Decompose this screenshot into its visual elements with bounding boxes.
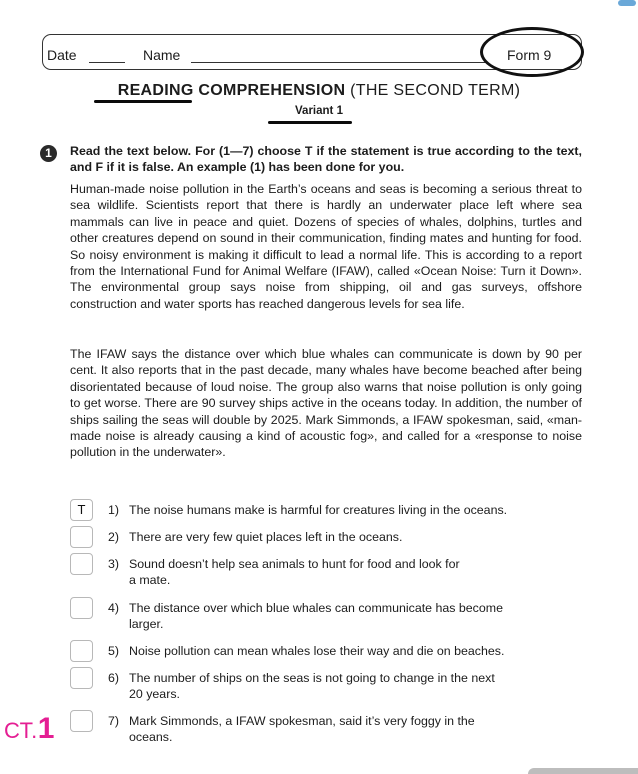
statement-6: 6) The number of ships on the seas is not going to change in the next 20 years.: [108, 671, 495, 701]
answer-box-6[interactable]: [70, 667, 93, 689]
statement-3: 3) Sound doesn’t help sea animals to hunt for food and look for a mate.: [108, 557, 460, 587]
name-field[interactable]: [191, 62, 487, 63]
reading-paragraph-2: The IFAW says the distance over which blue whales can communicate is down by 90 per cent. It also reports that in the past decade, many whales have become beached after being disorientated because of loud noise. The group also warns that noise pollution is only going to get worse. There are 90 survey ships active in the oceans today. In addition, the number of ships sailing the seas will double by 2025. Mark Simmonds, a IFAW spokesman, said, «man-made noise is already causing a kind of acoustic fog», and called for a «response to noise pollution in the underwater».: [70, 347, 582, 460]
task-instructions: Read the text below. For (1—7) choose T if the statement is true according to the text, and F if it is false. An example (1) has been done for you.: [70, 144, 582, 174]
statement-2: 2) There are very few quiet places left in the oceans.: [108, 530, 403, 544]
statement-1: 1) The noise humans make is harmful for creatures living in the oceans.: [108, 503, 508, 517]
form-label: Form 9: [507, 47, 552, 63]
page-number-mark: СТ.1: [4, 712, 55, 745]
date-label: Date: [47, 47, 77, 63]
answer-box-3[interactable]: [70, 553, 93, 575]
reading-paragraph-1: Human-made noise pollution in the Earth’s oceans and seas is becoming a serious threat to sea wildlife. Scientists report that there is hardly an underwater place left where sea mammals can live in peace and quiet. Dozens of species of whales, dolphins, turtles and other creatures depend on sound in their communication, finding mates and hunting for food. So noisy environment is making it difficult to lead a normal life. This is according to a report from the International Fund for Animal Welfare (IFAW), called «Ocean Noise: Turn it Down». The environmental group says noise from shipping, oil and gas surveys, offshore construction and water sports has reached dangerous levels for sea life.: [70, 182, 582, 311]
variant-label: Variant 1: [295, 105, 343, 117]
name-label: Name: [143, 47, 181, 63]
title-bold: READING COMPREHENSION: [117, 82, 346, 99]
answer-box-4[interactable]: [70, 597, 93, 619]
statement-7: 7) Mark Simmonds, a IFAW spokesman, said it’s very foggy in the oceans.: [108, 714, 475, 744]
page-edge-shadow: [528, 768, 638, 774]
variant-underline-mark: [268, 121, 352, 124]
answer-box-2[interactable]: [70, 526, 93, 548]
title-rest: (THE SECOND TERM): [350, 82, 521, 99]
title-underline-mark: [94, 100, 192, 103]
answer-box-1[interactable]: T: [70, 499, 93, 521]
date-field[interactable]: [89, 62, 125, 63]
page-title: [0, 82, 638, 100]
statement-4: 4) The distance over which blue whales can communicate has become larger.: [108, 601, 503, 631]
task-number-badge: 1: [40, 145, 57, 162]
answer-box-7[interactable]: [70, 710, 93, 732]
corner-badge: [618, 0, 636, 6]
answer-box-5[interactable]: [70, 640, 93, 662]
statement-5: 5) Noise pollution can mean whales lose their way and die on beaches.: [108, 644, 505, 658]
form-circle-mark: [480, 27, 584, 77]
